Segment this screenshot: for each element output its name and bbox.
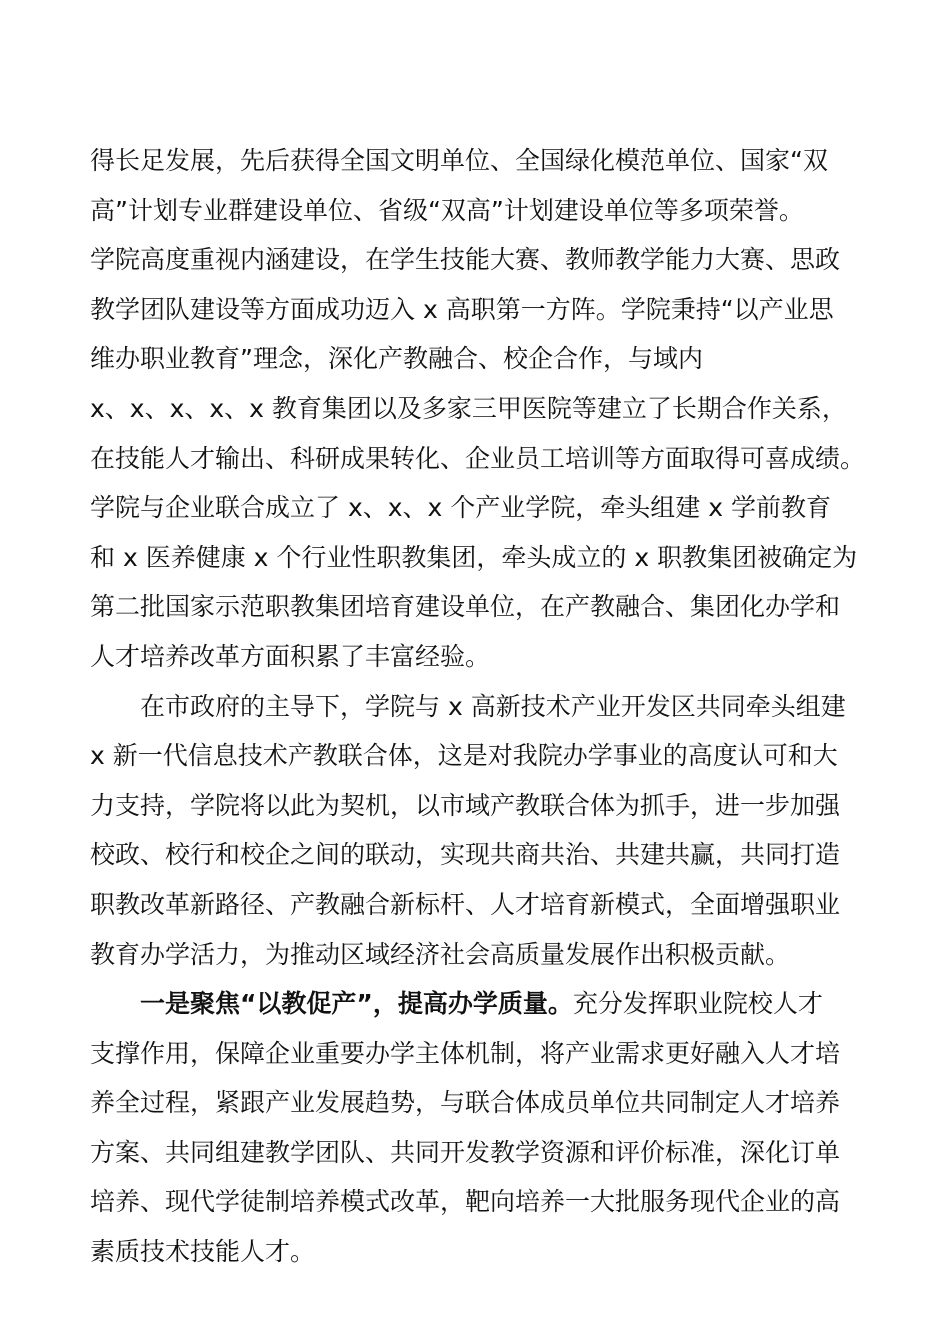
text-run: 充分发挥职业院校人才 <box>572 989 823 1019</box>
paragraph-teaching-quality <box>90 979 870 1277</box>
text-line: 支撑作用，保障企业重要办学主体机制，将产业需求更好融入人才培 <box>90 1038 841 1068</box>
text-line: 职教改革新路径、产教融合新标杆、人才培育新模式，全面增强职业 <box>90 889 841 919</box>
text-line: 学院与企业联合成立了 x、x、x 个产业学院，牵头组建 x 学前教育 <box>90 493 831 523</box>
text-line: x、x、x、x、x 教育集团以及多家三甲医院等建立了长期合作关系， <box>90 393 847 423</box>
text-line: 学院高度重视内涵建设，在学生技能大赛、教师教学能力大赛、思政 <box>90 245 841 275</box>
text-line: 力支持，学院将以此为契机，以市域产教联合体为抓手，进一步加强 <box>90 790 841 820</box>
text-line: 高”计划专业群建设单位、省级“双高”计划建设单位等多项荣誉。 <box>90 195 804 225</box>
text-line: 第二批国家示范职教集团培育建设单位，在产教融合、集团化办学和 <box>90 592 841 622</box>
text-line <box>90 979 870 1029</box>
paragraph-college-development <box>90 136 870 682</box>
paragraph-consortium <box>90 682 870 980</box>
text-line: 维办职业教育”理念，深化产教融合、校企合作，与域内 <box>90 344 703 374</box>
text-line: 得长足发展，先后获得全国文明单位、全国绿化模范单位、国家“双 <box>90 146 828 175</box>
text-line: 养全过程，紧跟产业发展趋势，与联合体成员单位共同制定人才培养 <box>90 1088 841 1118</box>
text-line: 培养、现代学徒制培养模式改革，靶向培养一大批服务现代企业的高 <box>90 1187 841 1217</box>
text-line: 和 x 医养健康 x 个行业性职教集团，牵头成立的 x 职教集团被确定为 <box>90 542 858 572</box>
text-line: 素质技术技能人才。 <box>90 1237 316 1267</box>
text-line: 在市政府的主导下，学院与 x 高新技术产业开发区共同牵头组建 <box>140 691 846 721</box>
text-line: 教育办学活力，为推动区域经济社会高质量发展作出积极贡献。 <box>90 939 791 969</box>
text-line: 在技能人才输出、科研成果转化、企业员工培训等方面取得可喜成绩。 <box>90 443 866 473</box>
text-line: 方案、共同组建教学团队、共同开发教学资源和评价标准，深化订单 <box>90 1137 841 1167</box>
text-line: x 新一代信息技术产教联合体，这是对我院办学事业的高度认可和大 <box>90 741 838 771</box>
text-line: 校政、校行和校企之间的联动，实现共商共治、共建共赢，共同打造 <box>90 840 841 870</box>
text-line: 教学团队建设等方面成功迈入 x 高职第一方阵。学院秉持“以产业思 <box>90 294 834 324</box>
text-line: 人才培养改革方面积累了丰富经验。 <box>90 641 491 671</box>
document-body <box>90 136 870 1277</box>
section-heading: 一是聚焦“以教促产”，提高办学质量。 <box>140 989 573 1019</box>
